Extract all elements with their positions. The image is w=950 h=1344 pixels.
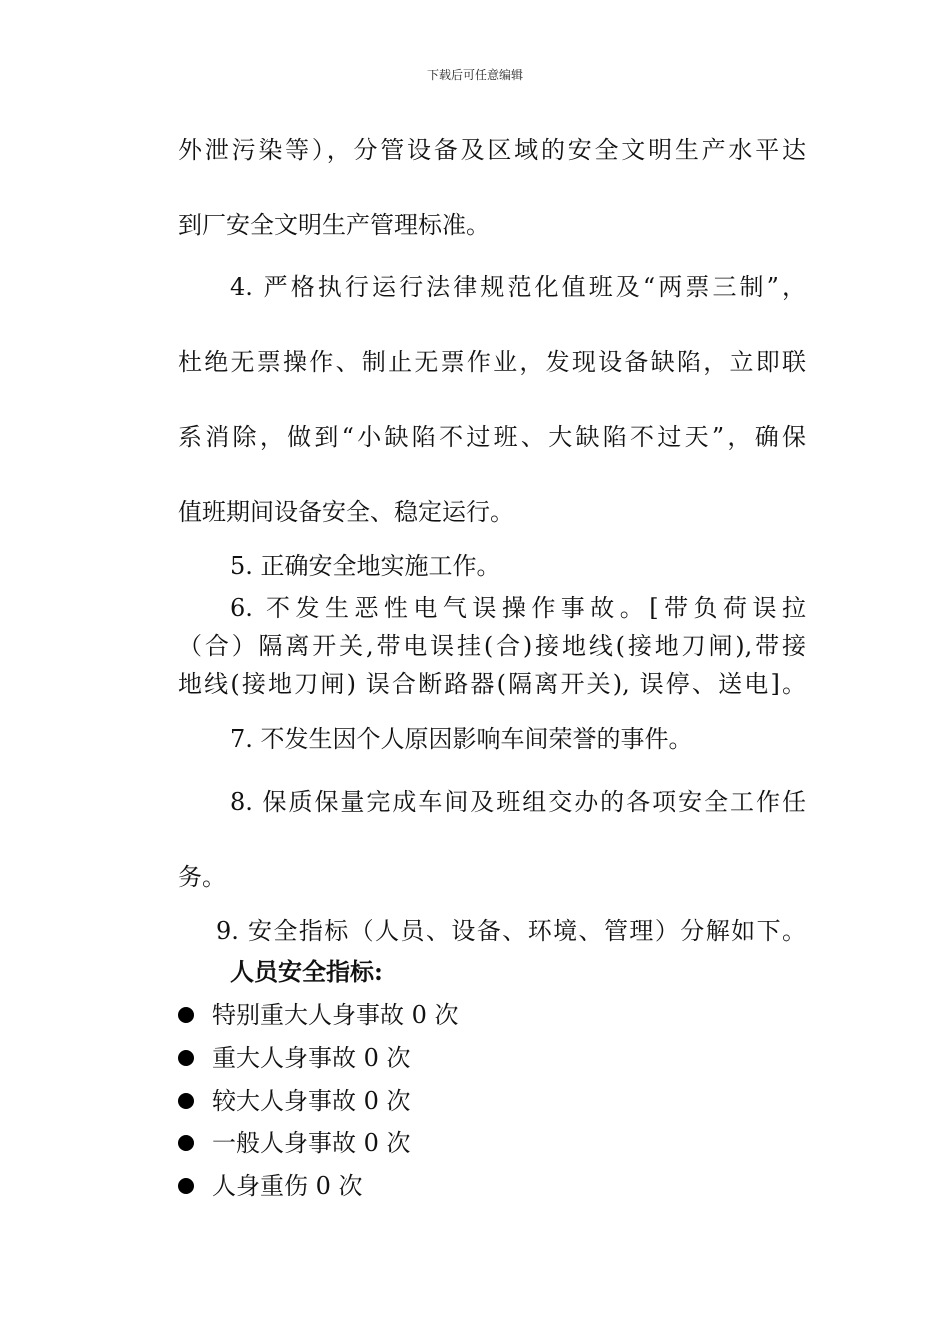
item-8-line: 8. 保质保量完成车间及班组交办的各项安全工作任 xyxy=(230,788,806,816)
paragraph-line: 外泄污染等），分管设备及区域的安全文明生产水平达 xyxy=(178,136,806,164)
list-item-text: 人身重伤 0 次 xyxy=(212,1172,363,1200)
paragraph-line: 杜绝无票操作、制止无票作业，发现设备缺陷，立即联 xyxy=(178,348,806,376)
list-item-text: 一般人身事故 0 次 xyxy=(212,1129,411,1157)
bullet-icon xyxy=(178,1093,194,1109)
bullet-icon xyxy=(178,1007,194,1023)
list-item-text: 较大人身事故 0 次 xyxy=(212,1087,411,1115)
bullet-icon xyxy=(178,1135,194,1151)
bullet-icon xyxy=(178,1178,194,1194)
paragraph-line: 系消除，做到“小缺陷不过班、大缺陷不过天”，确保 xyxy=(178,423,806,451)
list-item xyxy=(178,1043,411,1073)
section-heading: 人员安全指标: xyxy=(230,957,383,986)
paragraph-line: 地线(接地刀闸) 误合断路器(隔离开关), 误停、送电]。 xyxy=(178,670,806,698)
list-item xyxy=(178,1000,459,1030)
item-6-line: 6. 不发生恶性电气误操作事故。[带负荷误拉 xyxy=(230,594,806,622)
item-9-line: 9. 安全指标（人员、设备、环境、管理）分解如下。 xyxy=(216,917,806,945)
paragraph-line: （合）隔离开关,带电误挂(合)接地线(接地刀闸),带接 xyxy=(178,632,806,660)
paragraph-line: 到厂安全文明生产管理标准。 xyxy=(178,211,490,239)
list-item xyxy=(178,1128,411,1158)
paragraph-line: 值班期间设备安全、稳定运行。 xyxy=(178,498,514,526)
bullet-icon xyxy=(178,1050,194,1066)
item-5-line: 5. 正确安全地实施工作。 xyxy=(230,552,501,580)
page-header: 下载后可任意编辑 xyxy=(426,68,523,82)
list-item xyxy=(178,1086,411,1116)
list-item xyxy=(178,1171,363,1201)
paragraph-line: 务。 xyxy=(178,863,226,891)
item-4-line: 4. 严格执行运行法律规范化值班及“两票三制”， xyxy=(230,273,806,301)
list-item-text: 特别重大人身事故 0 次 xyxy=(212,1001,459,1029)
item-7-line: 7. 不发生因个人原因影响车间荣誉的事件。 xyxy=(230,725,693,753)
list-item-text: 重大人身事故 0 次 xyxy=(212,1044,411,1072)
